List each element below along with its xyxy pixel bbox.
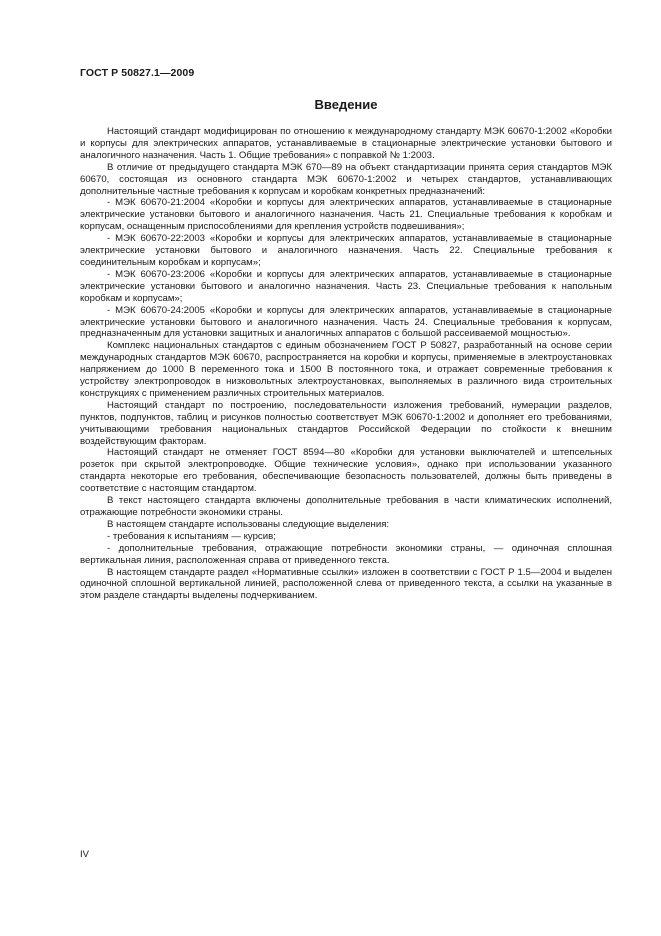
standard-code-header: ГОСТ Р 50827.1—2009: [80, 67, 195, 79]
list-item-iec-60670-23: - МЭК 60670-23:2006 «Коробки и корпусы для электрических аппаратов, устанавливаемые в стационарные электрические установки бытового и аналогично назначения. Часть 23. Специальные требования к напольным коробкам и корпусам»;: [80, 268, 612, 304]
paragraph-intro-modification: Настоящий стандарт модифицирован по отношению к международному стандарту МЭК 60670-1:2002 «Коробки и корпусы для электрических аппаратов, устанавливаемые в стационарные электрические установки бытового и аналогичного назначения. Часть 1. Общие требования» с поправкой № 1:2003.: [80, 126, 612, 161]
paragraph-climatic-requirements: В текст настоящего стандарта включены дополнительные требования в части климатических исполнений, отражающие потребности экономики страны.: [80, 495, 612, 518]
paragraph-gost-8594: Настоящий стандарт не отменяет ГОСТ 8594—80 «Коробки для установки выключателей и штепсельных розеток при скрытой электропроводке. Общие технические условия», однако при использовании указанного стандарта некоторые его требования, обеспечивающие безопасность пользователей, должны быть приведены в соответствие с настоящим стандартом.: [80, 447, 612, 495]
paragraph-normative-references: В настоящем стандарте раздел «Нормативные ссылки» изложен в соответствии с ГОСТ Р 1.5—2004 и выделен одиночной сплошной вертикальной линией, расположенной слева от приведенного текста, а ссылки на указанные в этом разделе стандарты выделены подчеркиванием.: [80, 566, 612, 602]
list-item-iec-60670-21: - МЭК 60670-21:2004 «Коробки и корпусы для электрических аппаратов, устанавливаемые в стационарные электрические установки бытового и аналогичного назначения. Часть 21. Специальные требования к коробкам и корпусам, оснащенным приспособлениями для крепления устройств подвешивания»;: [80, 197, 612, 233]
section-title: Введение: [314, 97, 378, 112]
introduction-body: [80, 126, 612, 602]
paragraph-national-standards-complex: Комплекс национальных стандартов с единым обозначением ГОСТ Р 50827, разработанный на основе серии международных стандартов МЭК 60670, распространяется на коробки и корпусы, применяемые в электроустановках напряжением до 1000 В переменного тока и 1500 В постоянного тока, и отражает современные требования к устройству электропроводок в низковольтных электроустановках, выполняемых в различного вида строительных конструкциях с применением различных строительных материалов.: [80, 340, 612, 399]
list-item-italic-tests: - требования к испытаниям — курсив;: [107, 530, 276, 542]
list-item-iec-60670-22: - МЭК 60670-22:2003 «Коробки и корпусы для электрических аппаратов, устанавливаемые в стационарные электрические установки бытового и аналогичного назначения. Часть 22. Специальные требования к соединительным коробкам и корпусам»;: [80, 233, 612, 268]
list-item-iec-60670-24: - МЭК 60670-24:2005 «Коробки и корпусы для электрических аппаратов, устанавливаемые в стационарные электрические установки бытового и аналогичного назначения. Часть 24. Специальные требования к корпусам, предназначенным для установки защитных и аналогичных аппаратов с большой рассеиваемой мощностью».: [80, 304, 612, 340]
paragraph-series-description: В отличие от предыдущего стандарта МЭК 670—89 на объект стандартизации принята серия стандартов МЭК 60670, состоящая из основного стандарта МЭК 60670-1:2002 и четырех стандартов, устанавливающих дополнительные частные требования к корпусам и коробкам конкретных предназначений:: [80, 161, 612, 197]
paragraph-highlights-intro: В настоящем стандарте использованы следующие выделения:: [107, 518, 390, 530]
paragraph-structure-correspondence: Настоящий стандарт по построению, последовательности изложения требований, нумерации разделов, пунктов, подпунктов, таблиц и рисунков полностью соответствует МЭК 60670-1:2002 и дополняет его требованиями, учитывающими требования национальных стандартов Российской Федерации по стойкости к внешним воздействующим факторам.: [80, 399, 612, 447]
list-item-vertical-line: - дополнительные требования, отражающие потребности экономики страны, — одиночная сплошная вертикальная линия, расположенная справа от приведенного текста.: [80, 542, 612, 566]
page-number: IV: [80, 849, 89, 860]
